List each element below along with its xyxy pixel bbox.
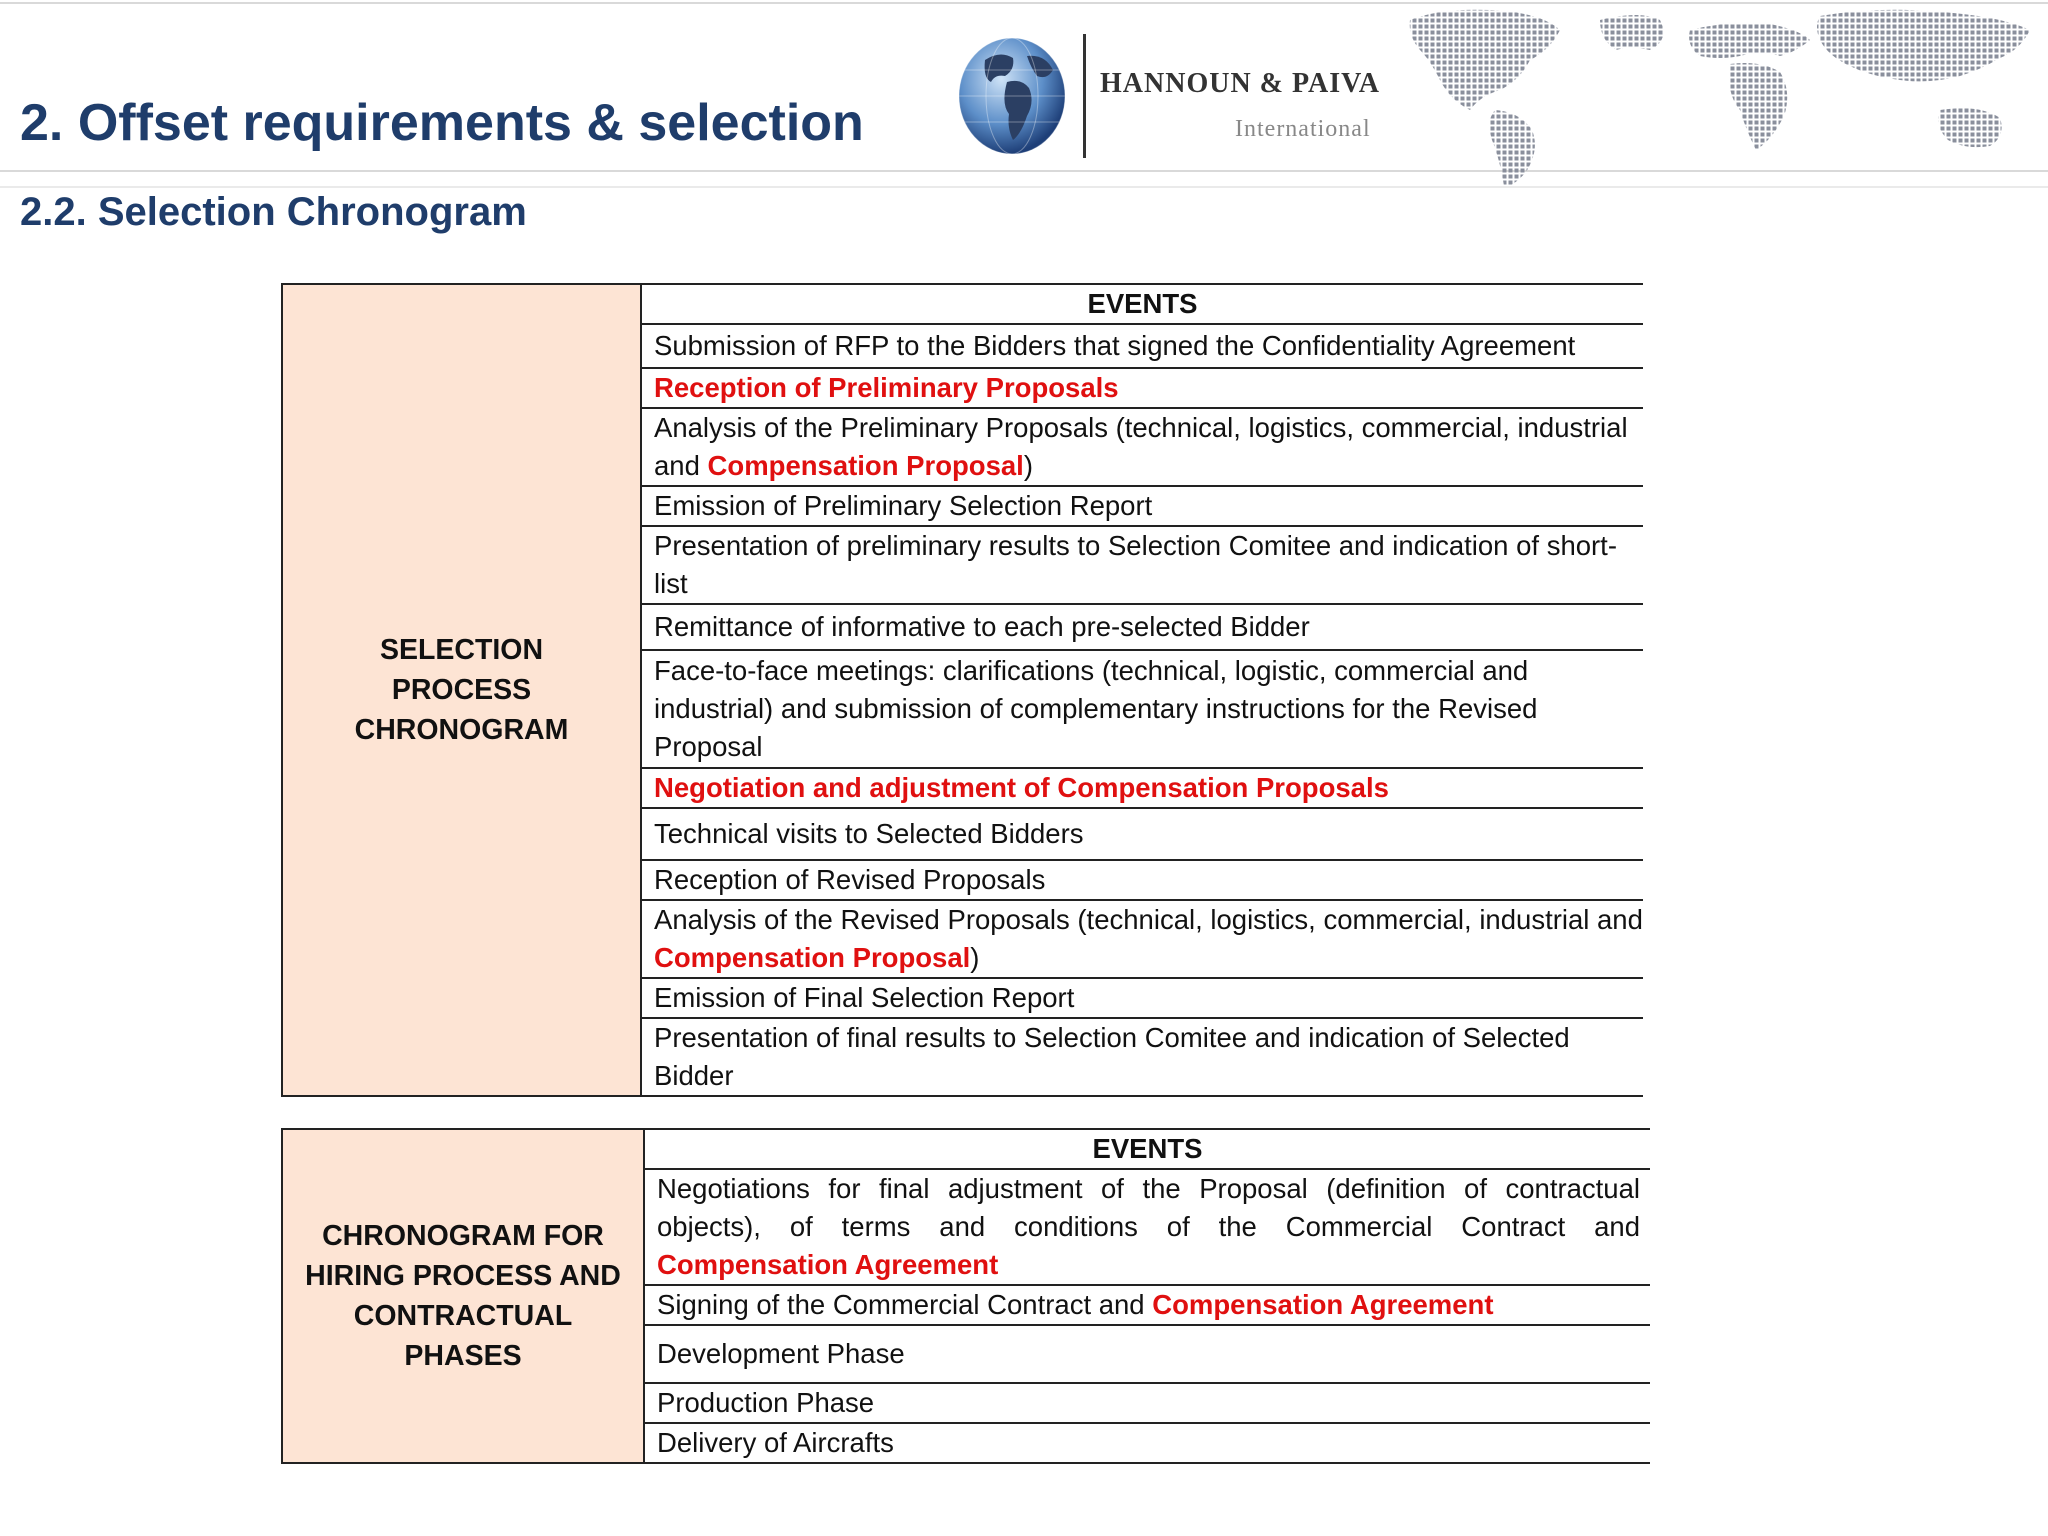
selection-chronogram-table [281, 283, 1643, 1097]
event-cell [641, 900, 1643, 978]
highlighted-text: Compensation Agreement [657, 1249, 999, 1280]
event-cell [641, 978, 1643, 1018]
section-subtitle: 2.2. Selection Chronogram [20, 190, 527, 234]
world-map-icon [1400, 0, 2048, 188]
event-text: Development Phase [657, 1338, 905, 1369]
event-text: Analysis of the Preliminary Proposals (technical, logistics, commercial, industrial and [654, 412, 1628, 481]
events-header-row [282, 284, 1643, 324]
event-text: Emission of Preliminary Selection Report [654, 490, 1153, 521]
event-cell [641, 368, 1643, 408]
event-cell [641, 1018, 1643, 1096]
event-text: Production Phase [657, 1387, 875, 1418]
event-cell [641, 650, 1643, 768]
events-header: EVENTS [644, 1129, 1650, 1169]
event-cell [641, 860, 1643, 900]
event-cell [641, 768, 1643, 808]
event-cell [644, 1325, 1650, 1383]
events-header: EVENTS [641, 284, 1643, 324]
globe-icon [955, 30, 1070, 160]
event-text: Presentation of preliminary results to Selection Comitee and indication of short-list [654, 530, 1617, 599]
events-header-row [282, 1129, 1650, 1169]
event-text: ) [1023, 450, 1033, 481]
event-text: ) [970, 942, 980, 973]
event-cell [644, 1423, 1650, 1463]
event-cell [641, 604, 1643, 650]
logo-company-name: HANNOUN & PAIVA [1100, 68, 1380, 99]
event-cell [644, 1285, 1650, 1325]
event-cell [641, 526, 1643, 604]
highlighted-text: Negotiation and adjustment of Compensation Proposals [654, 772, 1389, 803]
event-text: Emission of Final Selection Report [654, 982, 1075, 1013]
highlighted-text: Compensation Agreement [1152, 1289, 1494, 1320]
event-cell [644, 1169, 1650, 1285]
event-text: Technical visits to Selected Bidders [654, 818, 1084, 849]
highlighted-text: Reception of Preliminary Proposals [654, 372, 1119, 403]
highlighted-text: Compensation Proposal [654, 942, 971, 973]
event-text: Reception of Revised Proposals [654, 864, 1046, 895]
event-cell [641, 324, 1643, 368]
event-text: Face-to-face meetings: clarifications (technical, logistic, commercial and industrial) and submission of complementary instructions for the Revised Proposal [654, 655, 1538, 762]
hiring-chronogram-table [281, 1128, 1650, 1464]
event-cell [641, 408, 1643, 486]
phase-label: SELECTION PROCESS CHRONOGRAM [282, 284, 641, 1096]
event-cell [641, 808, 1643, 860]
highlighted-text: Compensation Proposal [707, 450, 1024, 481]
event-text: Presentation of final results to Selection Comitee and indication of Selected Bidder [654, 1022, 1570, 1091]
event-text: Remittance of informative to each pre-selected Bidder [654, 611, 1310, 642]
event-text: Delivery of Aircrafts [657, 1427, 894, 1458]
event-text: Submission of RFP to the Bidders that signed the Confidentiality Agreement [654, 330, 1576, 361]
event-text: Signing of the Commercial Contract and [657, 1289, 1153, 1320]
event-text: Analysis of the Revised Proposals (technical, logistics, commercial, industrial and [654, 904, 1643, 935]
logo-divider [1083, 34, 1086, 158]
event-cell [641, 486, 1643, 526]
page-title: 2. Offset requirements & selection [20, 94, 864, 152]
company-logo [955, 28, 1395, 168]
event-cell [644, 1383, 1650, 1423]
phase-label: CHRONOGRAM FOR HIRING PROCESS AND CONTRACTUAL PHASES [282, 1129, 644, 1463]
logo-company-sub: International [1235, 116, 1371, 142]
event-text: Negotiations for final adjustment of the Proposal (definition of contractual objects), of terms and conditions of the Commercial Contract and [657, 1173, 1640, 1242]
